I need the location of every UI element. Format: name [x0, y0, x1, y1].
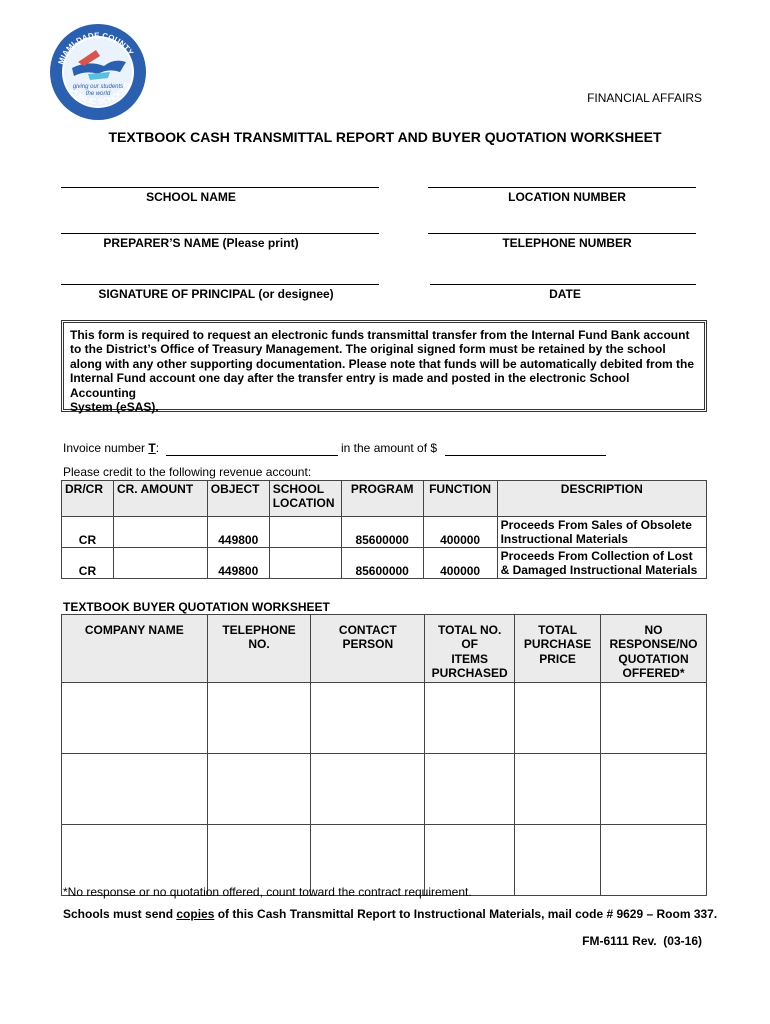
- school-name-line[interactable]: [61, 187, 379, 188]
- cell-contact[interactable]: [311, 754, 425, 825]
- no-response-label-3: QUOTATION: [618, 651, 689, 666]
- cell-total-price[interactable]: [515, 825, 601, 896]
- cell-program: 85600000: [341, 548, 423, 579]
- logo-org-bottom: PUBLIC SCHOOLS: [68, 80, 133, 107]
- cell-school-location[interactable]: [269, 517, 341, 548]
- invoice-number-field[interactable]: [166, 455, 338, 456]
- cell-drcr: CR: [62, 548, 114, 579]
- cell-total-items[interactable]: [425, 754, 515, 825]
- quotation-table: [61, 614, 707, 896]
- cell-total-price[interactable]: [515, 683, 601, 754]
- cell-company[interactable]: [62, 754, 208, 825]
- col-telephone: [207, 615, 311, 683]
- col-school-location: [269, 481, 341, 517]
- instruction-emph: copies: [176, 907, 215, 921]
- page-title: TEXTBOOK CASH TRANSMITTAL REPORT AND BUYER QUOTATION WORKSHEET: [108, 129, 662, 145]
- notice-box: [61, 320, 707, 415]
- form-number: FM-6111 Rev. (03-16): [582, 934, 702, 948]
- cell-no-response[interactable]: [601, 754, 707, 825]
- cell-cr-amount[interactable]: [113, 548, 207, 579]
- total-items-label-2: OF: [461, 637, 478, 652]
- preparer-name-line[interactable]: [61, 233, 379, 234]
- col-school-location-2: LOCATION: [272, 496, 335, 510]
- instruction-post: of this Cash Transmittal Report to Instructional Materials, mail code # 9629 – Room 337.: [214, 907, 718, 921]
- footer-instruction: [63, 907, 717, 921]
- no-response-label-1: NO: [644, 623, 663, 637]
- logo-org-top: MIAMI-DADE COUNTY: [56, 30, 136, 66]
- cell-function: 400000: [423, 548, 497, 579]
- total-items-label-4: PURCHASED: [431, 666, 508, 681]
- notice-line-5: System (eSAS).: [70, 400, 159, 415]
- cell-total-price[interactable]: [515, 754, 601, 825]
- cell-no-response[interactable]: [601, 683, 707, 754]
- company-name-label: COMPANY NAME: [84, 623, 184, 637]
- cell-total-items[interactable]: [425, 683, 515, 754]
- table-row: [62, 548, 707, 579]
- invoice-row: [63, 441, 159, 455]
- cell-telephone[interactable]: [207, 683, 311, 754]
- total-price-label-2: PURCHASE: [523, 637, 592, 652]
- total-price-label-1: TOTAL: [538, 623, 578, 637]
- amount-label: in the amount of $: [341, 441, 438, 455]
- col-no-response: [601, 615, 707, 683]
- total-items-label-3: ITEMS: [451, 651, 488, 666]
- col-company-name: [62, 615, 208, 683]
- cell-school-location[interactable]: [269, 548, 341, 579]
- notice-line-1: This form is required to request an electronic funds transmittal transfer from the Internal Fund Bank account: [70, 328, 690, 342]
- signature-line[interactable]: [61, 284, 379, 285]
- no-response-label-2: RESPONSE/NO: [609, 637, 698, 652]
- quote-footnote: *No response or no quotation offered, count toward the contract requirement.: [63, 885, 472, 899]
- contact-label-2: PERSON: [342, 637, 394, 652]
- description-line-1: Proceeds From Collection of Lost: [500, 549, 693, 563]
- logo-tagline-2: the world: [85, 91, 111, 97]
- telephone-number-line[interactable]: [428, 233, 696, 234]
- quote-table-header: [62, 615, 707, 683]
- quote-section-title: TEXTBOOK BUYER QUOTATION WORKSHEET: [63, 600, 330, 614]
- col-school-location-1: SCHOOL: [272, 482, 325, 496]
- cell-contact[interactable]: [311, 683, 425, 754]
- invoice-prefix: T: [148, 441, 156, 455]
- department-label: FINANCIAL AFFAIRS: [587, 91, 702, 105]
- col-drcr: DR/CR: [62, 481, 114, 517]
- notice-line-2: to the District’s Office of Treasury Management. The original signed form must be retained by the school: [70, 342, 666, 357]
- table-row: [62, 683, 707, 754]
- instruction-pre: Schools must send: [63, 907, 177, 921]
- invoice-number-label: Invoice number: [63, 441, 149, 455]
- cell-cr-amount[interactable]: [113, 517, 207, 548]
- school-name-label: SCHOOL NAME: [146, 190, 236, 204]
- cell-drcr: CR: [62, 517, 114, 548]
- logo-tagline-1: giving our students: [72, 84, 124, 90]
- telephone-number-label: TELEPHONE NUMBER: [502, 236, 632, 250]
- table-row: [62, 517, 707, 548]
- no-response-label-4: OFFERED*: [622, 666, 685, 681]
- total-items-label-1: TOTAL NO.: [437, 623, 502, 637]
- col-description: DESCRIPTION: [497, 481, 706, 517]
- col-cr-amount: CR. AMOUNT: [113, 481, 207, 517]
- cell-program: 85600000: [341, 517, 423, 548]
- credit-label: Please credit to the following revenue account:: [63, 465, 312, 479]
- table-row: [62, 754, 707, 825]
- contact-label-1: CONTACT: [338, 623, 397, 637]
- col-total-items: [425, 615, 515, 683]
- notice-line-3: along with any other supporting documentation. Please note that funds will be automatically debited from the: [70, 356, 695, 371]
- cell-description: [497, 517, 706, 548]
- cell-object: 449800: [207, 517, 269, 548]
- col-contact: [311, 615, 425, 683]
- col-total-price: [515, 615, 601, 683]
- cell-function: 400000: [423, 517, 497, 548]
- date-line[interactable]: [430, 284, 696, 285]
- preparer-name-label: PREPARER’S NAME (Please print): [103, 236, 299, 250]
- cell-no-response[interactable]: [601, 825, 707, 896]
- cell-telephone[interactable]: [207, 754, 311, 825]
- description-line-1: Proceeds From Sales of Obsolete: [500, 518, 692, 532]
- cell-description: [497, 548, 706, 579]
- col-program: PROGRAM: [341, 481, 423, 517]
- amount-field[interactable]: [445, 455, 606, 456]
- revenue-account-table: [61, 480, 707, 579]
- total-price-label-3: PRICE: [539, 651, 576, 666]
- cell-company[interactable]: [62, 683, 208, 754]
- col-function: FUNCTION: [423, 481, 497, 517]
- description-line-2: Instructional Materials: [500, 532, 628, 546]
- date-label: DATE: [549, 287, 581, 301]
- revenue-table-header: [62, 481, 707, 517]
- location-number-label: LOCATION NUMBER: [508, 190, 626, 204]
- district-logo: [48, 22, 148, 122]
- signature-label: SIGNATURE OF PRINCIPAL (or designee): [98, 287, 334, 301]
- telephone-label-1: TELEPHONE: [222, 623, 296, 637]
- notice-line-4: Internal Fund account one day after the transfer entry is made and posted in the electronic School Accounting: [70, 371, 630, 400]
- invoice-colon: :: [155, 441, 160, 455]
- description-line-2: & Damaged Instructional Materials: [500, 563, 698, 577]
- location-number-line[interactable]: [428, 187, 696, 188]
- telephone-label-2: NO.: [248, 637, 270, 652]
- cell-object: 449800: [207, 548, 269, 579]
- district-seal-icon: [48, 22, 148, 122]
- col-object: OBJECT: [207, 481, 269, 517]
